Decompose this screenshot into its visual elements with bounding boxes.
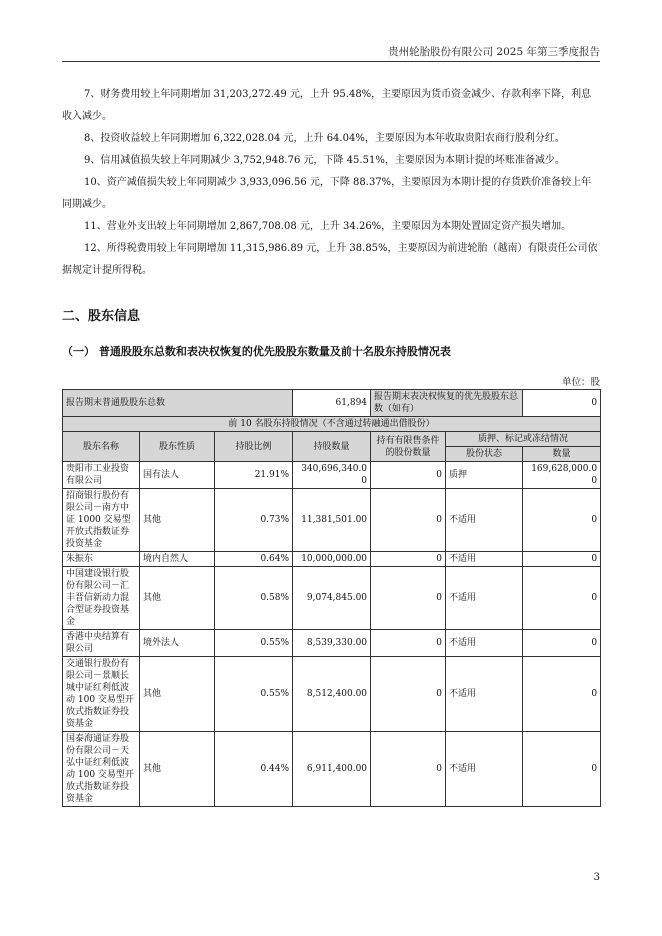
holder-pledge-status: 不适用 [446,657,523,732]
holder-ratio: 0.64% [215,552,293,567]
holder-pledge-status: 不适用 [446,552,523,567]
holder-ratio: 21.91% [215,462,293,489]
col-header-pledge-status: 股份状态 [446,447,523,462]
holder-quantity: 9,074,845.00 [293,567,371,630]
holder-pledged-qty: 0 [523,657,601,732]
holder-ratio: 0.58% [215,567,293,630]
holder-pledged-qty: 169,628,000.00 [523,462,601,489]
holder-ratio: 0.73% [215,489,293,552]
holder-quantity: 8,539,330.00 [293,630,371,657]
holder-nature: 境外法人 [140,630,215,657]
holder-nature: 其他 [140,657,215,732]
holder-name: 中国建设银行股份有限公司－汇丰晋信新动力混合型证券投资基金 [63,567,140,630]
holder-nature: 境内自然人 [140,552,215,567]
summary-row [63,390,601,417]
table-row [63,630,601,657]
col-header-name: 股东名称 [63,432,140,462]
preferred-holders-value: 0 [523,390,601,417]
holder-restricted: 0 [371,489,446,552]
holder-pledged-qty: 0 [523,489,601,552]
shareholder-table [62,389,601,807]
col-header-pledge-qty: 数量 [523,447,601,462]
holder-name: 香港中央结算有限公司 [63,630,140,657]
holder-nature: 国有法人 [140,462,215,489]
holder-nature: 其他 [140,489,215,552]
col-header-pledge-group: 质押、标记或冻结情况 [446,432,601,447]
col-header-quantity: 持股数量 [293,432,371,462]
top10-title: 前 10 名股东持股情况（不含通过转融通出借股份） [63,417,601,432]
common-holders-label: 报告期末普通股股东总数 [63,390,293,417]
holder-quantity: 10,000,000.00 [293,552,371,567]
paragraph-9: 9、信用减值损失较上年同期减少 3,752,948.76 元，下降 45.51%，主要原因为本期计提的坏账准备减少。 [84,155,565,166]
holder-quantity: 340,696,340.00 [293,462,371,489]
holder-restricted: 0 [371,732,446,807]
holder-name: 交通银行股份有限公司－景顺长城中证红利低波动 100 交易型开放式指数证券投资基金 [63,657,140,732]
col-header-nature: 股东性质 [140,432,215,462]
common-holders-value: 61,894 [293,390,371,417]
page-header-title: 贵州轮胎股份有限公司 2025 年第三季度报告 [388,46,600,58]
holder-pledge-status: 不适用 [446,630,523,657]
paragraph-10: 10、资产减值损失较上年同期减少 3,933,096.56 元，下降 88.37%，主要原因为本期计提的存货跌价准备较上年同期减少。 [62,177,592,210]
holder-quantity: 6,911,400.00 [293,732,371,807]
holder-pledge-status: 质押 [446,462,523,489]
page-number: 3 [593,872,600,883]
table-row [63,732,601,807]
table-row [63,552,601,567]
unit-label: 单位：股 [561,377,600,388]
col-header-ratio: 持股比例 [215,432,293,462]
holder-pledged-qty: 0 [523,552,601,567]
header-row [63,432,601,447]
paragraph-8: 8、投资收益较上年同期增加 6,322,028.04 元，上升 64.04%，主要原因为本年收取贵阳农商行股利分红。 [84,133,565,144]
holder-restricted: 0 [371,567,446,630]
table-row [63,462,601,489]
col-header-restricted: 持有有限售条件的股份数量 [371,432,446,462]
holder-nature: 其他 [140,732,215,807]
holder-name: 朱振东 [63,552,140,567]
holder-pledge-status: 不适用 [446,732,523,807]
holder-restricted: 0 [371,630,446,657]
paragraph-12: 12、所得税费用较上年同期增加 11,315,986.89 元，上升 38.85%，主要原因为前进轮胎（越南）有限责任公司依据规定计提所得税。 [62,243,598,276]
holder-name: 招商银行股份有限公司－南方中证 1000 交易型开放式指数证券投资基金 [63,489,140,552]
preferred-holders-label: 报告期末表决权恢复的优先股股东总数（如有） [371,390,523,417]
holder-name: 贵阳市工业投资有限公司 [63,462,140,489]
table-row [63,567,601,630]
holder-restricted: 0 [371,657,446,732]
paragraph-11: 11、营业外支出较上年同期增加 2,867,708.08 元，上升 34.26%，主要原因为本期处置固定资产损失增加。 [84,221,572,232]
holder-nature: 其他 [140,567,215,630]
holder-quantity: 8,512,400.00 [293,657,371,732]
header-rule [62,61,600,62]
holder-pledge-status: 不适用 [446,489,523,552]
table-row [63,657,601,732]
holder-pledged-qty: 0 [523,630,601,657]
holder-name: 国泰海通证券股份有限公司－天弘中证红利低波动 100 交易型开放式指数证券投资基金 [63,732,140,807]
subsection-title: （一） 普通股股东总数和表决权恢复的优先股股东数量及前十名股东持股情况表 [62,345,451,358]
holder-restricted: 0 [371,462,446,489]
holder-restricted: 0 [371,552,446,567]
table-row [63,489,601,552]
holder-pledged-qty: 0 [523,567,601,630]
holder-ratio: 0.55% [215,630,293,657]
holder-ratio: 0.44% [215,732,293,807]
holder-ratio: 0.55% [215,657,293,732]
top10-title-row [63,417,601,432]
section-title: 二、股东信息 [62,309,141,324]
holder-quantity: 11,381,501.00 [293,489,371,552]
holder-pledged-qty: 0 [523,732,601,807]
paragraph-7: 7、财务费用较上年同期增加 31,203,272.49 元，上升 95.48%，主要原因为货币资金减少、存款利率下降，利息收入减少。 [62,89,592,122]
holder-pledge-status: 不适用 [446,567,523,630]
